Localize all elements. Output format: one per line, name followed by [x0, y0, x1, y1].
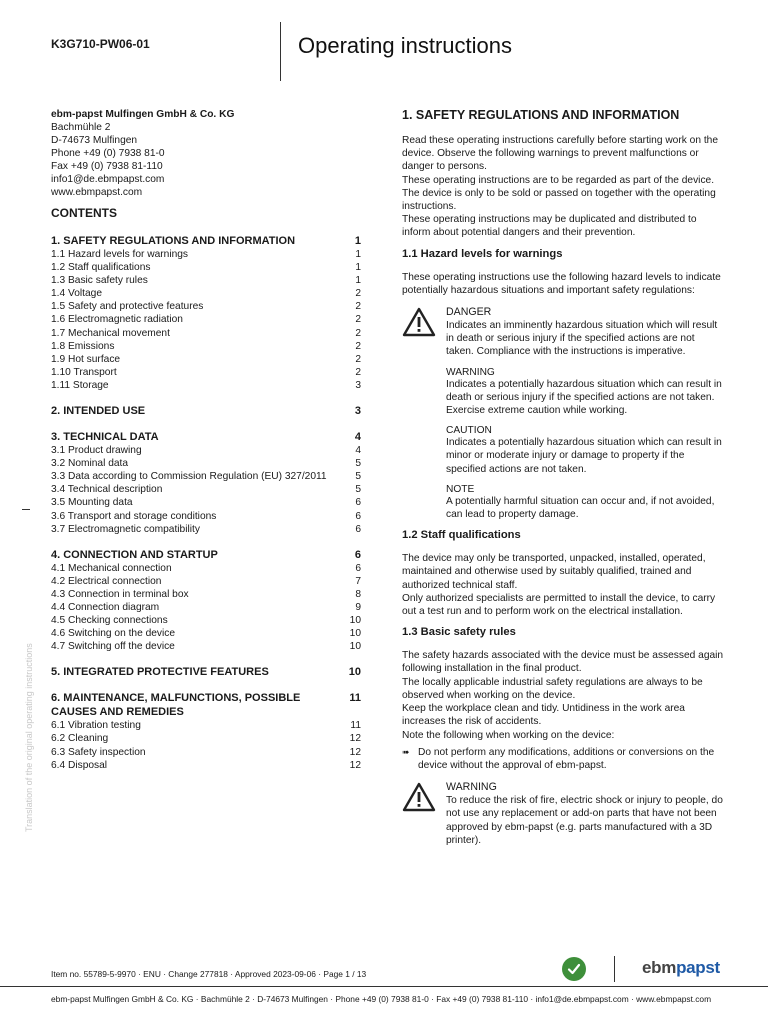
warning-2-block: [402, 780, 724, 847]
footer-rule: [0, 986, 768, 987]
toc-page: 2: [355, 327, 361, 339]
toc-page: 5: [355, 471, 361, 483]
bullet-text: Do not perform any modifications, additions or conversions on the device without the approval of ebm-papst.: [418, 746, 715, 771]
toc-section-heading[interactable]: [51, 691, 361, 719]
danger-block: [402, 305, 724, 359]
toc-page: 10: [349, 615, 361, 627]
toc-title: 1.4 Voltage: [51, 288, 102, 300]
warning-triangle-icon: [402, 780, 446, 847]
warning-block: [402, 367, 724, 418]
toc-page: 3: [354, 405, 361, 418]
section-1-1-heading: 1.1 Hazard levels for warnings: [402, 247, 563, 260]
toc-item[interactable]: [51, 627, 361, 640]
left-column: [51, 108, 361, 784]
margin-mark: [22, 509, 30, 510]
toc-page: 4: [355, 445, 361, 457]
toc-page: 1: [355, 275, 361, 287]
danger-text: Indicates an imminently hazardous situation which will result in death or serious injury if the specified actions are not taken. Compliance with the instructions is imperative.: [446, 320, 718, 358]
toc-section-heading[interactable]: [51, 234, 361, 248]
toc-item[interactable]: [51, 719, 361, 732]
toc-section-heading[interactable]: [51, 404, 361, 418]
toc-item[interactable]: [51, 366, 361, 379]
section-1-para: The device is only to be sold or passed on together with the operating instructions.: [402, 187, 716, 213]
toc-item[interactable]: [51, 523, 361, 536]
section-1-para: Read these operating instructions carefully before starting work on the device. Observe the following warnings to prevent malfunctions or danger to persons.: [402, 135, 718, 173]
warning-title: WARNING: [446, 366, 495, 378]
ebmpapst-logo: [642, 958, 720, 978]
company-name: ebm-papst Mulfingen GmbH & Co. KG: [51, 109, 235, 120]
toc-title: 6.2 Cleaning: [51, 733, 109, 745]
section-1-3-para: The locally applicable industrial safety regulations are always to be observed when working on the device.: [402, 676, 703, 701]
toc-item[interactable]: [51, 470, 361, 483]
toc-title: 3.7 Electromagnetic compatibility: [51, 523, 200, 535]
toc-page: 11: [349, 692, 361, 705]
toc-page: 9: [355, 601, 361, 613]
toc-title: 4.6 Switching on the device: [51, 628, 176, 640]
toc-item[interactable]: [51, 261, 361, 274]
toc-page: 5: [355, 458, 361, 470]
toc-item[interactable]: [51, 379, 361, 392]
header-divider: [280, 22, 281, 81]
toc-section-heading[interactable]: [51, 430, 361, 444]
caution-text: Indicates a potentially hazardous situation which can result in minor or moderate injury or damage to property if the specified actions are not taken.: [446, 437, 722, 475]
address-email[interactable]: info1@de.ebmpapst.com: [51, 174, 165, 185]
section-1-heading: 1. SAFETY REGULATIONS AND INFORMATION: [402, 108, 680, 122]
toc-item[interactable]: [51, 614, 361, 627]
section-1-2-para: The device may only be transported, unpacked, installed, operated, maintained and otherwise used by suitably qualified, trained and authorized technical staff.: [402, 553, 706, 591]
section-1-3-para: The safety hazards associated with the device must be assessed again following installation in the final product.: [402, 650, 724, 675]
toc-item[interactable]: [51, 313, 361, 326]
toc-page: 1: [355, 249, 361, 260]
toc-page: 4: [354, 431, 361, 444]
toc-page: 10: [349, 641, 361, 653]
toc-item[interactable]: [51, 248, 361, 261]
toc-section-heading[interactable]: [51, 548, 361, 562]
toc-title: 4.1 Mechanical connection: [51, 562, 172, 574]
toc-title: 6. MAINTENANCE, MALFUNCTIONS, POSSIBLE CAUSES AND REMEDIES: [51, 692, 301, 719]
address-street: Bachmühle 2: [51, 122, 111, 133]
company-address: [51, 108, 361, 199]
toc-item[interactable]: [51, 457, 361, 470]
toc-title: 6.3 Safety inspection: [51, 746, 146, 758]
toc-page: 12: [349, 733, 361, 745]
toc-title: 3.5 Mounting data: [51, 497, 133, 509]
warning-2-text: To reduce the risk of fire, electric shock or injury to people, do not use any replacement or add-on parts that have not been approved by ebm-papst (e.g. parts manufactured with a 3D printer).: [446, 795, 723, 846]
logo-part-papst: papst: [676, 958, 720, 977]
toc-page: 7: [355, 575, 361, 587]
toc-item[interactable]: [51, 746, 361, 759]
toc-item[interactable]: [51, 483, 361, 496]
section-1-3-para: Keep the workplace clean and tidy. Untidiness in the work area increases the risk of accidents.: [402, 703, 685, 728]
address-web[interactable]: www.ebmpapst.com: [51, 187, 143, 198]
toc-section: [51, 691, 361, 771]
danger-title: DANGER: [446, 306, 492, 319]
toc-title: 1.6 Electromagnetic radiation: [51, 314, 183, 326]
toc-section: [51, 665, 361, 679]
footer-divider: [614, 956, 615, 982]
toc-title: 1.2 Staff qualifications: [51, 262, 151, 274]
section-1-3-para: Note the following when working on the device:: [402, 729, 615, 741]
toc-item[interactable]: [51, 575, 361, 588]
section-1-1-intro: These operating instructions use the following hazard levels to indicate potentially hazardous situations and important safety regulations:: [402, 271, 721, 296]
toc-page: 6: [355, 510, 361, 522]
toc-page: 2: [355, 288, 361, 300]
toc-page: 12: [349, 759, 361, 771]
section-1-2-para: Only authorized specialists are permitted to install the device, to carry out a test run and to perform work on the electrical installation.: [402, 592, 716, 618]
toc-section: [51, 430, 361, 536]
note-block: [402, 484, 724, 521]
toc-title: 5. INTEGRATED PROTECTIVE FEATURES: [51, 666, 269, 679]
toc-page: 11: [350, 720, 361, 732]
arrow-icon: ➠: [402, 746, 410, 757]
toc-title: 3.6 Transport and storage conditions: [51, 510, 217, 522]
model-number: K3G710-PW06-01: [51, 37, 150, 51]
toc-item[interactable]: [51, 444, 361, 457]
toc-section: [51, 404, 361, 418]
bullet-item: [402, 746, 724, 772]
table-of-contents: [51, 234, 361, 772]
toc-title: 3.3 Data according to Commission Regulation (EU) 327/2011: [51, 471, 327, 483]
toc-item[interactable]: [51, 601, 361, 614]
caution-title: CAUTION: [446, 425, 492, 437]
section-1-para: These operating instructions are to be regarded as part of the device.: [402, 174, 715, 186]
toc-title: 4.3 Connection in terminal box: [51, 588, 189, 600]
toc-title: 4.7 Switching off the device: [51, 641, 175, 653]
toc-item[interactable]: [51, 732, 361, 745]
toc-item[interactable]: [51, 640, 361, 653]
toc-item[interactable]: [51, 300, 361, 313]
toc-page: 10: [349, 628, 361, 640]
toc-item[interactable]: [51, 287, 361, 300]
section-1-3-heading: 1.3 Basic safety rules: [402, 626, 516, 639]
toc-item[interactable]: [51, 562, 361, 575]
note-text: A potentially harmful situation can occur and, if not avoided, can lead to property damage.: [446, 495, 715, 521]
toc-title: 3.4 Technical description: [51, 484, 163, 496]
toc-page: 2: [355, 366, 361, 378]
footer-address: ebm-papst Mulfingen GmbH & Co. KG · Bachmühle 2 · D-74673 Mulfingen · Phone +49 (0) 7938 81-0 · Fax +49 (0) 7938 81-110 · info1@de.ebmpapst.com · www.ebmpapst.com: [51, 994, 712, 1004]
toc-title: 6.4 Disposal: [51, 759, 108, 771]
toc-title: 1.10 Transport: [51, 366, 117, 378]
warning-2-title: WARNING: [446, 781, 497, 794]
toc-item[interactable]: [51, 588, 361, 601]
translation-note: Translation of the original operating instructions: [24, 643, 34, 832]
document-item-line: Item no. 55789-5-9970 · ENU · Change 277818 · Approved 2023-09-06 · Page 1 / 13: [51, 969, 367, 979]
toc-title: 4.5 Checking connections: [51, 615, 168, 627]
toc-page: 8: [355, 588, 361, 600]
toc-title: 1.8 Emissions: [51, 340, 115, 352]
address-phone: Phone +49 (0) 7938 81-0: [51, 148, 165, 159]
toc-page: 6: [355, 562, 361, 574]
caution-block: [402, 425, 724, 476]
toc-title: 1.11 Storage: [51, 379, 109, 391]
toc-page: 2: [355, 340, 361, 352]
address-city: D-74673 Mulfingen: [51, 135, 138, 146]
toc-title: 1. SAFETY REGULATIONS AND INFORMATION: [51, 235, 296, 247]
toc-page: 6: [355, 523, 361, 535]
contents-heading: CONTENTS: [51, 206, 117, 220]
toc-page: 2: [355, 353, 361, 365]
section-1-2-heading: 1.2 Staff qualifications: [402, 529, 521, 542]
toc-title: 4.2 Electrical connection: [51, 575, 162, 587]
toc-title: 4.4 Connection diagram: [51, 601, 160, 613]
toc-page: 6: [354, 548, 361, 561]
warning-text: Indicates a potentially hazardous situation which can result in death or serious injury if the specified actions are not taken. Exercise extreme caution while working.: [446, 378, 722, 417]
toc-page: 6: [355, 497, 361, 509]
toc-page: 12: [349, 746, 361, 758]
section-1-para: These operating instructions may be duplicated and distributed to inform about potential dangers and their prevention.: [402, 214, 697, 239]
warning-triangle-icon: [402, 305, 446, 359]
toc-page: 1: [355, 262, 361, 274]
address-fax: Fax +49 (0) 7938 81-110: [51, 161, 163, 172]
toc-title: 2. INTENDED USE: [51, 405, 146, 418]
toc-page: 2: [355, 301, 361, 313]
toc-title: 3.1 Product drawing: [51, 445, 142, 457]
toc-item[interactable]: [51, 340, 361, 353]
toc-title: 4. CONNECTION AND STARTUP: [51, 548, 218, 561]
document-title: Operating instructions: [298, 33, 512, 58]
note-title: NOTE: [446, 483, 475, 495]
toc-title: 1.9 Hot surface: [51, 353, 121, 365]
toc-title: 3. TECHNICAL DATA: [51, 431, 159, 444]
toc-item[interactable]: [51, 353, 361, 366]
toc-page: 3: [355, 379, 361, 391]
toc-title: 1.7 Mechanical movement: [51, 327, 170, 339]
toc-item[interactable]: [51, 496, 361, 509]
green-check-badge-icon: [562, 957, 586, 981]
toc-item[interactable]: [51, 327, 361, 340]
toc-item[interactable]: [51, 274, 361, 287]
toc-section-heading[interactable]: [51, 665, 361, 679]
toc-section: [51, 234, 361, 392]
toc-title: 1.3 Basic safety rules: [51, 275, 148, 287]
toc-page: 10: [348, 666, 361, 679]
toc-title: 6.1 Vibration testing: [51, 720, 141, 732]
toc-section: [51, 548, 361, 654]
toc-page: 5: [355, 484, 361, 496]
toc-title: 1.5 Safety and protective features: [51, 301, 204, 313]
right-column: [402, 108, 724, 847]
logo-part-ebm: ebm: [642, 958, 677, 977]
toc-title: 3.2 Nominal data: [51, 458, 129, 470]
toc-item[interactable]: [51, 759, 361, 772]
toc-item[interactable]: [51, 510, 361, 523]
toc-page: 2: [355, 314, 361, 326]
toc-title: 1.1 Hazard levels for warnings: [51, 249, 189, 260]
toc-page: 1: [354, 235, 361, 247]
